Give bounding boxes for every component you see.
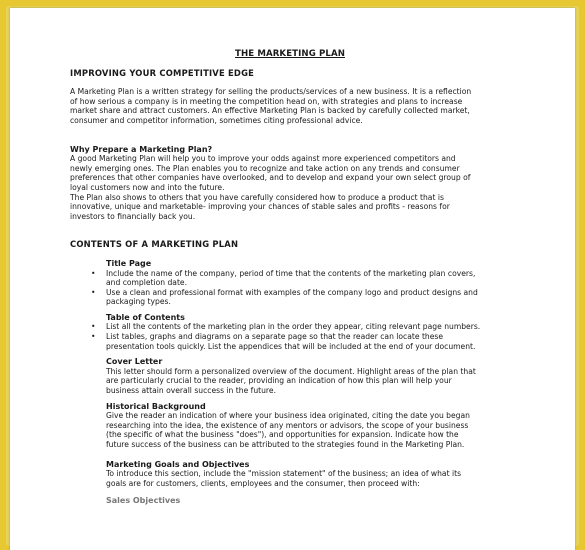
text-line: future success of the business can be attributed to the strategies found in the Marketing Plan. (106, 440, 465, 449)
contents-item-marketing-goals (106, 460, 510, 506)
contents-item-title-page (91, 258, 510, 307)
item-title: Cover Letter (106, 357, 163, 367)
item-title: Marketing Goals and Objectives (106, 459, 250, 469)
text-line: business attain overall success in the future. (106, 386, 276, 396)
bullet-list (91, 268, 510, 307)
list-item (91, 332, 510, 351)
text-line: Give the reader an indication of where your business idea originated, citing the date you began (106, 411, 470, 421)
text-line: presentation tools quickly. List the appendices that will be included at the end of your document. (106, 341, 476, 351)
text-line: The Plan also shows to others that you have carefully considered how to produce a product that is (70, 192, 444, 202)
text-line: packaging types. (106, 297, 171, 307)
text-line: Use a clean and professional format with examples of the company logo and product designs and (106, 287, 478, 297)
bullet-icon: • (91, 322, 96, 332)
bullet-icon: • (91, 332, 96, 342)
item-text (106, 469, 510, 488)
item-title: Table of Contents (106, 312, 185, 322)
item-text (106, 367, 510, 396)
text-line: List tables, graphs and diagrams on a separate page so that the reader can locate these (106, 332, 444, 342)
bullet-list (91, 322, 510, 351)
text-line: innovative, unique and marketable- improving your chances of stable sales and profits - reasons for (70, 202, 450, 212)
text-line: List all the contents of the marketing plan in the order they appear, citing relevant page numbers. (106, 322, 481, 332)
section-heading-competitive-edge: IMPROVING YOUR COMPETITIVE EDGE (70, 67, 255, 78)
text-line: Include the name of the company, period of time that the contents of the marketing plan covers, (106, 268, 476, 278)
text-line: market share and attract customers. An effective Marketing Plan is backed by carefully collected market, (70, 106, 470, 116)
text-line: newly emerging ones. The Plan enables you to recognize and take action on any trends and consumer (70, 163, 460, 173)
text-line: A good Marketing Plan will help you to improve your odds against more experienced competitors and (70, 154, 456, 164)
document-page (10, 8, 575, 550)
text-line: researching into the idea, the existence of any mentors or advisors, the scope of your business (106, 420, 469, 430)
text-line: A Marketing Plan is a written strategy for selling the products/services of a new business. It is a reflection (70, 87, 472, 97)
why-section (70, 145, 510, 222)
contents-item-table-of-contents (91, 312, 510, 351)
item-title: Historical Background (106, 401, 206, 411)
bullet-icon: • (91, 268, 96, 278)
list-item (91, 287, 510, 307)
bottom-fade (10, 512, 575, 550)
trailing-fragment: Sales Objectives (106, 496, 181, 506)
contents-item-cover-letter (106, 357, 510, 395)
text-line: consumer and competitor information, sometimes citing professional advice. (70, 115, 363, 125)
section-heading-contents: CONTENTS OF A MARKETING PLAN (70, 239, 239, 250)
document-title: THE MARKETING PLAN (235, 49, 345, 59)
text-line: preferences that other companies have overlooked, and to develop and expand your own select group of (70, 173, 471, 183)
text-line: and completion date. (106, 278, 188, 288)
item-text (106, 411, 510, 449)
item-title: Title Page (106, 258, 152, 268)
bullet-icon: • (91, 287, 96, 297)
text-line: loyal customers now and into the future. (70, 182, 225, 192)
text-line: are particularly crucial to the reader, providing an indication of how this plan will help your (106, 376, 452, 386)
text-line: (the specific of what the business "does"), and opportunities for expansion. Indicate how the (106, 430, 459, 440)
text-line: This letter should form a personalized overview of the document. Highlight areas of the plan that (106, 366, 476, 376)
contents-item-historical-background (106, 402, 510, 450)
text-line: investors to financially back you. (70, 211, 196, 221)
why-heading: Why Prepare a Marketing Plan? (70, 144, 213, 154)
text-line: of how serious a company is in meeting the competition head on, with strategies and plans to increase (70, 96, 463, 106)
list-item (91, 322, 510, 332)
text-line: goals are for customers, clients, employees and the consumer, then proceed with: (106, 478, 420, 488)
intro-paragraph (70, 87, 510, 125)
list-item (91, 268, 510, 288)
document-body (70, 50, 510, 512)
text-line: To introduce this section, include the "mission statement" of the business; an idea of what its (106, 469, 462, 479)
